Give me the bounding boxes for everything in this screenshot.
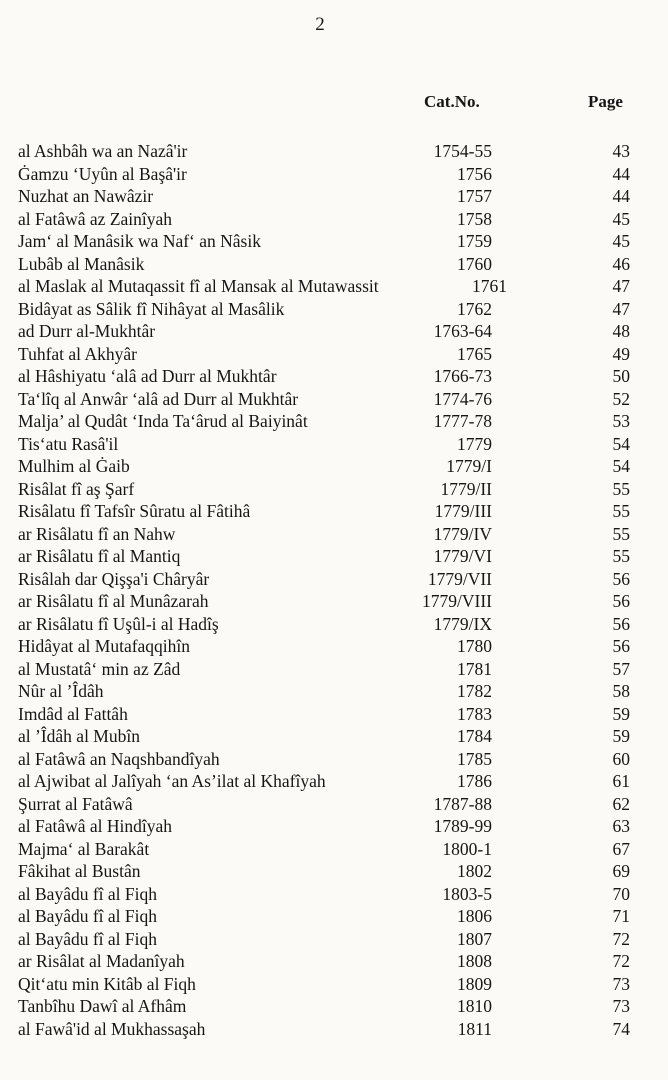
entry-title: Jam‘ al Manâsik wa Naf‘ an Nâsik — [18, 231, 261, 251]
page-reference: 73 — [612, 973, 630, 994]
page-reference: 56 — [612, 568, 630, 589]
page-header: Page — [588, 92, 623, 111]
entry-title: Qit‘atu min Kitâb al Fiqh — [18, 973, 196, 994]
catalogue-number: 1779 — [457, 433, 492, 454]
index-row — [0, 613, 668, 636]
page-reference: 67 — [612, 838, 630, 859]
catalogue-number: 1802 — [457, 861, 492, 881]
catalogue-number: 1779/II — [440, 478, 492, 499]
catalogue-number: 1765 — [457, 343, 492, 364]
entry-title: al Fawâ'id al Mukhassaşah — [18, 1018, 206, 1039]
catalogue-number: 1806 — [457, 906, 492, 926]
entry-title: Bidâyat as Sâlik fî Nihâyat al Masâlik — [18, 298, 285, 319]
catalogue-number: 1761 — [472, 276, 507, 296]
page-number: 2 — [315, 14, 325, 35]
page-reference: 72 — [612, 928, 630, 949]
index-row — [0, 950, 668, 973]
entry-title: al Mustatâ‘ min az Zâd — [18, 658, 181, 679]
page-reference: 53 — [612, 411, 630, 431]
catalogue-number: 1779/III — [434, 501, 492, 521]
page-reference: 60 — [612, 748, 630, 769]
catalogue-number: 1789-99 — [433, 816, 492, 836]
index-row — [0, 995, 668, 1018]
catalogue-number: 1809 — [457, 973, 492, 994]
page-reference: 49 — [612, 343, 630, 364]
index-row — [0, 500, 668, 523]
catalogue-number: 1758 — [457, 208, 492, 229]
entry-title: al Bayâdu fî al Fiqh — [18, 883, 158, 904]
catalogue-number: 1784 — [457, 726, 492, 746]
catalogue-number: 1779/I — [446, 456, 492, 476]
page-reference: 74 — [612, 1018, 630, 1039]
index-row — [0, 523, 668, 546]
index-row — [0, 455, 668, 478]
page-reference: 72 — [612, 951, 630, 971]
catalogue-number: 1803-5 — [442, 883, 492, 904]
page-reference: 55 — [612, 501, 630, 521]
entry-title: Mulhim al Ġaib — [18, 456, 130, 476]
index-row — [0, 703, 668, 726]
index-row — [0, 208, 668, 231]
entry-title: Tis‘atu Rasâ'il — [18, 433, 119, 454]
index-row — [0, 388, 668, 411]
index-row — [0, 635, 668, 658]
catalogue-number: 1759 — [457, 231, 492, 251]
index-row — [0, 680, 668, 703]
page-reference: 47 — [612, 276, 630, 296]
index-row — [0, 230, 668, 253]
catalogue-number: 1781 — [457, 658, 492, 679]
entry-title: al Ajwibat al Jalîyah ‘an As’ilat al Khafîyah — [18, 771, 326, 791]
catalogue-number: 1754-55 — [433, 141, 492, 161]
entry-title: al Bayâdu fî al Fiqh — [18, 928, 158, 949]
catalogue-number: 1777-78 — [433, 411, 492, 431]
index-row — [0, 590, 668, 613]
index-row — [0, 748, 668, 771]
catalogue-number: 1800-1 — [442, 838, 492, 859]
catalogue-number: 1783 — [457, 703, 492, 724]
index-row — [0, 860, 668, 883]
entry-title: ar Risâlatu fî al Mantiq — [18, 546, 181, 566]
entry-title: al Hâshiyatu ‘alâ ad Durr al Mukhtâr — [18, 366, 277, 386]
entry-title: al Fatâwâ an Naqshbandîyah — [18, 748, 220, 769]
catalogue-index-list — [0, 140, 668, 1040]
index-row — [0, 1018, 668, 1041]
catalogue-number: 1766-73 — [433, 366, 492, 386]
entry-title: Risâlat fî aş Şarf — [18, 478, 135, 499]
page-reference: 52 — [612, 388, 630, 409]
catalogue-number: 1762 — [457, 298, 492, 319]
index-row — [0, 298, 668, 321]
catalogue-number: 1811 — [457, 1018, 492, 1039]
entry-title: Ġamzu ‘Uyûn al Başâ'ir — [18, 163, 187, 184]
index-row — [0, 725, 668, 748]
index-row — [0, 770, 668, 793]
page-reference: 56 — [612, 591, 630, 611]
entry-title: Fâkihat al Bustân — [18, 861, 141, 881]
page-reference: 69 — [612, 861, 630, 881]
catalogue-number: 1807 — [457, 928, 492, 949]
page-reference: 61 — [612, 771, 630, 791]
catalogue-number: 1760 — [457, 253, 492, 274]
page-reference: 43 — [612, 141, 630, 161]
page-reference: 56 — [612, 613, 630, 634]
index-row — [0, 838, 668, 861]
entry-title: ad Durr al-Mukhtâr — [18, 321, 156, 341]
cat-no-header: Cat.No. — [424, 92, 480, 111]
entry-title: ar Risâlatu fî Uşûl-i al Hadîş — [18, 613, 219, 634]
page-reference: 55 — [612, 546, 630, 566]
catalogue-number: 1779/IV — [433, 523, 492, 544]
page-reference: 73 — [612, 996, 630, 1016]
entry-title: Risâlatu fî Tafsîr Sûratu al Fâtihâ — [18, 501, 251, 521]
index-row — [0, 568, 668, 591]
page-reference: 63 — [612, 816, 630, 836]
catalogue-number: 1785 — [457, 748, 492, 769]
catalogue-number: 1757 — [457, 186, 492, 206]
page-reference: 44 — [612, 163, 630, 184]
index-row — [0, 365, 668, 388]
index-row — [0, 905, 668, 928]
page-reference: 45 — [612, 231, 630, 251]
page-reference: 48 — [612, 321, 630, 341]
catalogue-number: 1782 — [457, 681, 492, 701]
page-reference: 71 — [612, 906, 630, 926]
entry-title: Nûr al ’Îdâh — [18, 681, 104, 701]
entry-title: Ta‘lîq al Anwâr ‘alâ ad Durr al Mukhtâr — [18, 388, 299, 409]
index-row — [0, 883, 668, 906]
page-reference: 70 — [612, 883, 630, 904]
catalogue-number: 1779/VIII — [422, 591, 492, 611]
page-reference: 56 — [612, 636, 630, 656]
entry-title: al Fatâwâ az Zainîyah — [18, 208, 173, 229]
entry-title: Hidâyat al Mutafaqqihîn — [18, 636, 191, 656]
index-row — [0, 185, 668, 208]
entry-title: al Maslak al Mutaqassit fî al Mansak al Mutawassit — [18, 276, 379, 296]
entry-title: Risâlah dar Qişşa'i Châryâr — [18, 568, 210, 589]
page-reference: 58 — [612, 681, 630, 701]
page-reference: 59 — [612, 726, 630, 746]
page-reference: 57 — [612, 658, 630, 679]
entry-title: Tuhfat al Akhyâr — [18, 343, 137, 364]
index-row — [0, 928, 668, 951]
page-reference: 54 — [612, 433, 630, 454]
index-row — [0, 410, 668, 433]
entry-title: Majma‘ al Barakât — [18, 838, 150, 859]
index-row — [0, 320, 668, 343]
catalogue-number: 1810 — [457, 996, 492, 1016]
entry-title: Imdâd al Fattâh — [18, 703, 128, 724]
catalogue-number: 1786 — [457, 771, 492, 791]
entry-title: al Ashbâh wa an Nazâ'ir — [18, 141, 188, 161]
page-reference: 46 — [612, 253, 630, 274]
catalogue-number: 1756 — [457, 163, 492, 184]
page-reference: 55 — [612, 478, 630, 499]
catalogue-number: 1779/VII — [427, 568, 492, 589]
entry-title: Şurrat al Fatâwâ — [18, 793, 133, 814]
page-reference: 47 — [612, 298, 630, 319]
page-reference: 55 — [612, 523, 630, 544]
entry-title: Malja’ al Qudât ‘Inda Ta‘ârud al Baiyinât — [18, 411, 308, 431]
catalogue-number: 1774-76 — [433, 388, 492, 409]
index-row — [0, 343, 668, 366]
page-reference: 45 — [612, 208, 630, 229]
catalogue-number: 1779/IX — [433, 613, 492, 634]
index-row — [0, 163, 668, 186]
catalogue-number: 1787-88 — [433, 793, 492, 814]
index-row — [0, 973, 668, 996]
entry-title: Lubâb al Manâsik — [18, 253, 145, 274]
index-row — [0, 275, 668, 298]
entry-title: Tanbîhu Dawî al Afhâm — [18, 996, 187, 1016]
page-reference: 62 — [612, 793, 630, 814]
page-reference: 54 — [612, 456, 630, 476]
page-reference: 44 — [612, 186, 630, 206]
catalogue-number: 1763-64 — [433, 321, 492, 341]
entry-title: ar Risâlatu fî al Munâzarah — [18, 591, 209, 611]
entry-title: al ’Îdâh al Mubîn — [18, 726, 140, 746]
catalogue-number: 1779/VI — [433, 546, 492, 566]
page-reference: 59 — [612, 703, 630, 724]
entry-title: Nuzhat an Nawâzir — [18, 186, 154, 206]
index-row — [0, 140, 668, 163]
entry-title: al Fatâwâ al Hindîyah — [18, 816, 173, 836]
entry-title: ar Risâlat al Madanîyah — [18, 951, 185, 971]
page-reference: 50 — [612, 366, 630, 386]
index-row — [0, 253, 668, 276]
index-row — [0, 793, 668, 816]
index-row — [0, 433, 668, 456]
index-row — [0, 478, 668, 501]
index-row — [0, 545, 668, 568]
index-row — [0, 658, 668, 681]
index-row — [0, 815, 668, 838]
catalogue-number: 1780 — [457, 636, 492, 656]
entry-title: al Bayâdu fî al Fiqh — [18, 906, 158, 926]
entry-title: ar Risâlatu fî an Nahw — [18, 523, 176, 544]
catalogue-number: 1808 — [457, 951, 492, 971]
